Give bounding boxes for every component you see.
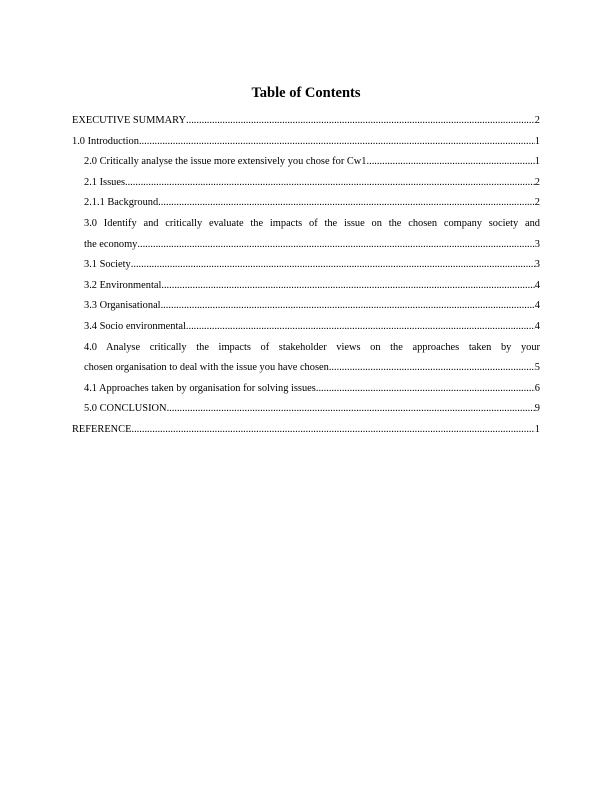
- toc-leader-dots: [131, 255, 535, 276]
- toc-leader-dots: [186, 111, 535, 132]
- toc-entry-environmental[interactable]: [72, 276, 540, 297]
- toc-title: Table of Contents: [251, 85, 361, 101]
- toc-page-number: 2: [534, 197, 540, 209]
- toc-entry-identify-evaluate-impacts[interactable]: [72, 214, 540, 255]
- toc-entry-label-line1: 4.0 Analyse critically the impacts of stakeholder views on the approaches taken by your: [84, 341, 540, 353]
- toc-page-number: 5: [534, 362, 540, 374]
- toc-entry-approaches-taken[interactable]: [72, 379, 540, 400]
- toc-leader-dots: [186, 317, 535, 338]
- toc-entry-label: EXECUTIVE SUMMARY: [72, 115, 187, 126]
- toc-entry-introduction[interactable]: [72, 132, 540, 153]
- toc-entry-label: 2.1 Issues: [84, 176, 125, 188]
- toc-entry-socio-environmental[interactable]: [72, 317, 540, 338]
- toc-page-number: 4: [534, 300, 540, 312]
- toc-entry-society[interactable]: [72, 255, 540, 276]
- toc-leader-dots: [125, 173, 535, 194]
- toc-entry-reference[interactable]: [72, 420, 540, 441]
- toc-page-number: 1: [534, 156, 540, 168]
- toc-entry-label: REFERENCE: [72, 423, 132, 435]
- toc-leader-dots: [161, 276, 534, 297]
- toc-leader-dots: [137, 235, 534, 256]
- toc-entry-label: 4.1 Approaches taken by organisation for solving issues: [84, 382, 316, 394]
- toc-page-number: 2: [534, 176, 540, 188]
- toc-page-number: 3: [534, 238, 540, 250]
- toc-page-number: 6: [534, 382, 540, 394]
- toc-leader-dots: [167, 399, 535, 420]
- toc-entry-organisational[interactable]: [72, 296, 540, 317]
- toc-entry-issues[interactable]: [72, 173, 540, 194]
- toc-page-number: 4: [534, 320, 540, 332]
- toc-page-number: 9: [534, 403, 540, 415]
- toc-entry-label: 5.0 CONCLUSION: [84, 403, 167, 415]
- toc-entry-label: 2.0 Critically analyse the issue more extensively you chose for Cw1: [84, 156, 367, 168]
- table-of-contents: [72, 111, 540, 441]
- toc-entry-label: 3.1 Society: [84, 259, 131, 271]
- toc-page-number: 1: [534, 423, 540, 435]
- toc-leader-dots: [367, 152, 535, 173]
- toc-leader-dots: [139, 132, 535, 153]
- toc-entry-label: 2.1.1 Background: [84, 197, 159, 209]
- toc-entry-label-line2: chosen organisation to deal with the issue you have chosen: [84, 362, 329, 374]
- toc-leader-dots: [316, 379, 535, 400]
- toc-entry-label-line1: 3.0 Identify and critically evaluate the impacts of the issue on the chosen company society and: [84, 217, 540, 229]
- toc-entry-conclusion[interactable]: [72, 399, 540, 420]
- toc-entry-label: 3.2 Environmental: [84, 279, 162, 291]
- toc-entry-label: 3.4 Socio environmental: [84, 320, 186, 332]
- toc-leader-dots: [161, 296, 535, 317]
- toc-entry-label: 3.3 Organisational: [84, 300, 161, 312]
- toc-page-number: 2: [534, 115, 540, 126]
- toc-entry-stakeholder-views[interactable]: [72, 338, 540, 379]
- toc-page-number: 3: [534, 259, 540, 271]
- toc-entry-background[interactable]: [72, 193, 540, 214]
- toc-leader-dots: [131, 420, 534, 441]
- toc-leader-dots: [158, 193, 535, 214]
- toc-page-number: 1: [534, 135, 540, 147]
- toc-entry-label: 1.0 Introduction: [72, 135, 139, 147]
- toc-page-number: 4: [534, 279, 540, 291]
- toc-entry-critically-analyse[interactable]: [72, 152, 540, 173]
- toc-leader-dots: [329, 358, 535, 379]
- toc-entry-label-line2: the economy: [84, 238, 138, 250]
- toc-entry-executive-summary[interactable]: [72, 111, 540, 132]
